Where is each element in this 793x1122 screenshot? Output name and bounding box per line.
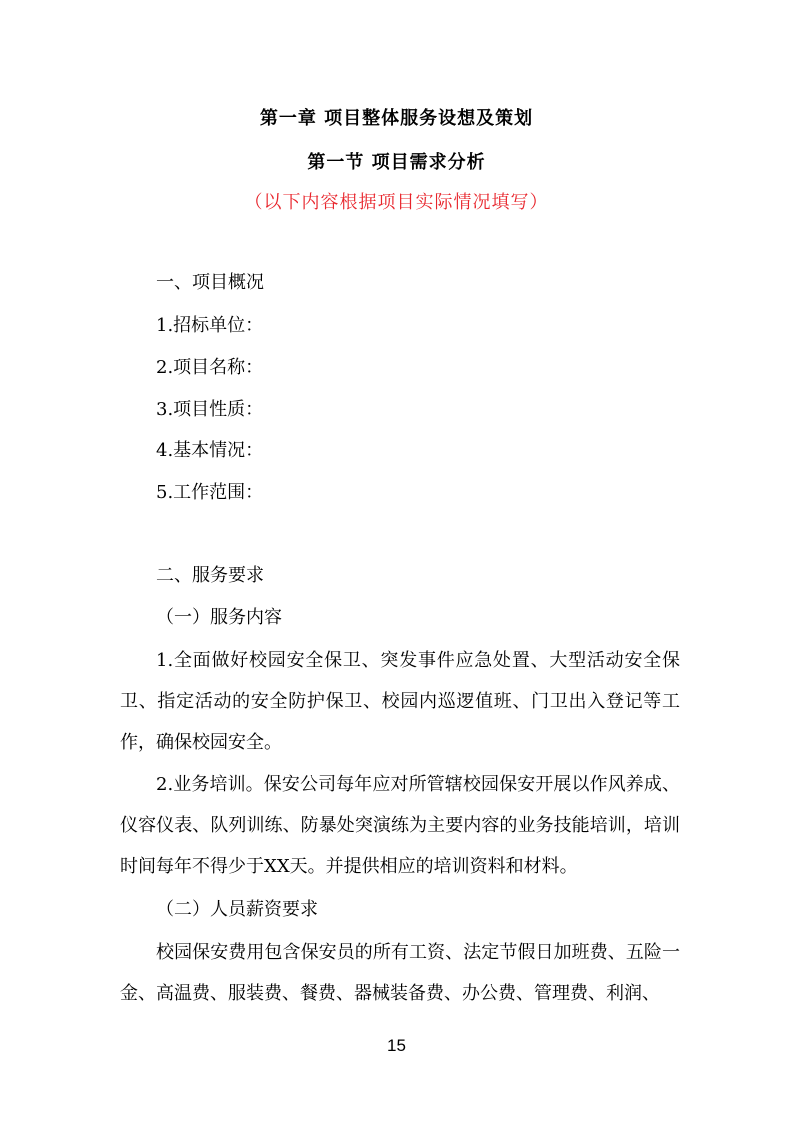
overview-item-project-nature: 3.项目性质： <box>156 399 264 420</box>
overview-item-work-scope: 5.工作范围： <box>156 482 264 503</box>
overview-item-tender-unit: 1.招标单位： <box>156 315 264 336</box>
service-paragraph-2: 2.业务培训。保安公司每年应对所管辖校园保安开展以作风养成、仪容仪表、队列训练、防暴处突演练为主要内容的业务技能培训，培训时间每年不得少于XX天。并提供相应的培训资料和材料。 <box>120 774 680 877</box>
service-paragraph-1: 1.全面做好校园安全保卫、突发事件应急处置、大型活动安全保卫、指定活动的安全防护保卫、校园内巡逻值班、门卫出入登记等工作，确保校园安全。 <box>120 650 680 753</box>
service-content-heading: （一）服务内容 <box>156 607 282 628</box>
overview-heading: 一、项目概况 <box>156 272 264 293</box>
section-title: 第一节 项目需求分析 <box>307 152 486 173</box>
page-number: 15 <box>387 1036 406 1055</box>
fill-in-note: （以下内容根据项目实际情况填写） <box>244 192 549 213</box>
salary-paragraph: 校园保安费用包含保安员的所有工资、法定节假日加班费、五险一金、高温费、服装费、餐费、器械装备费、办公费、管理费、利润、 <box>120 942 680 1004</box>
overview-item-project-name: 2.项目名称： <box>156 357 264 378</box>
service-heading: 二、服务要求 <box>156 565 264 586</box>
overview-item-basic-info: 4.基本情况： <box>156 440 264 461</box>
salary-heading: （二）人员薪资要求 <box>156 899 318 920</box>
chapter-title: 第一章 项目整体服务设想及策划 <box>259 108 534 129</box>
